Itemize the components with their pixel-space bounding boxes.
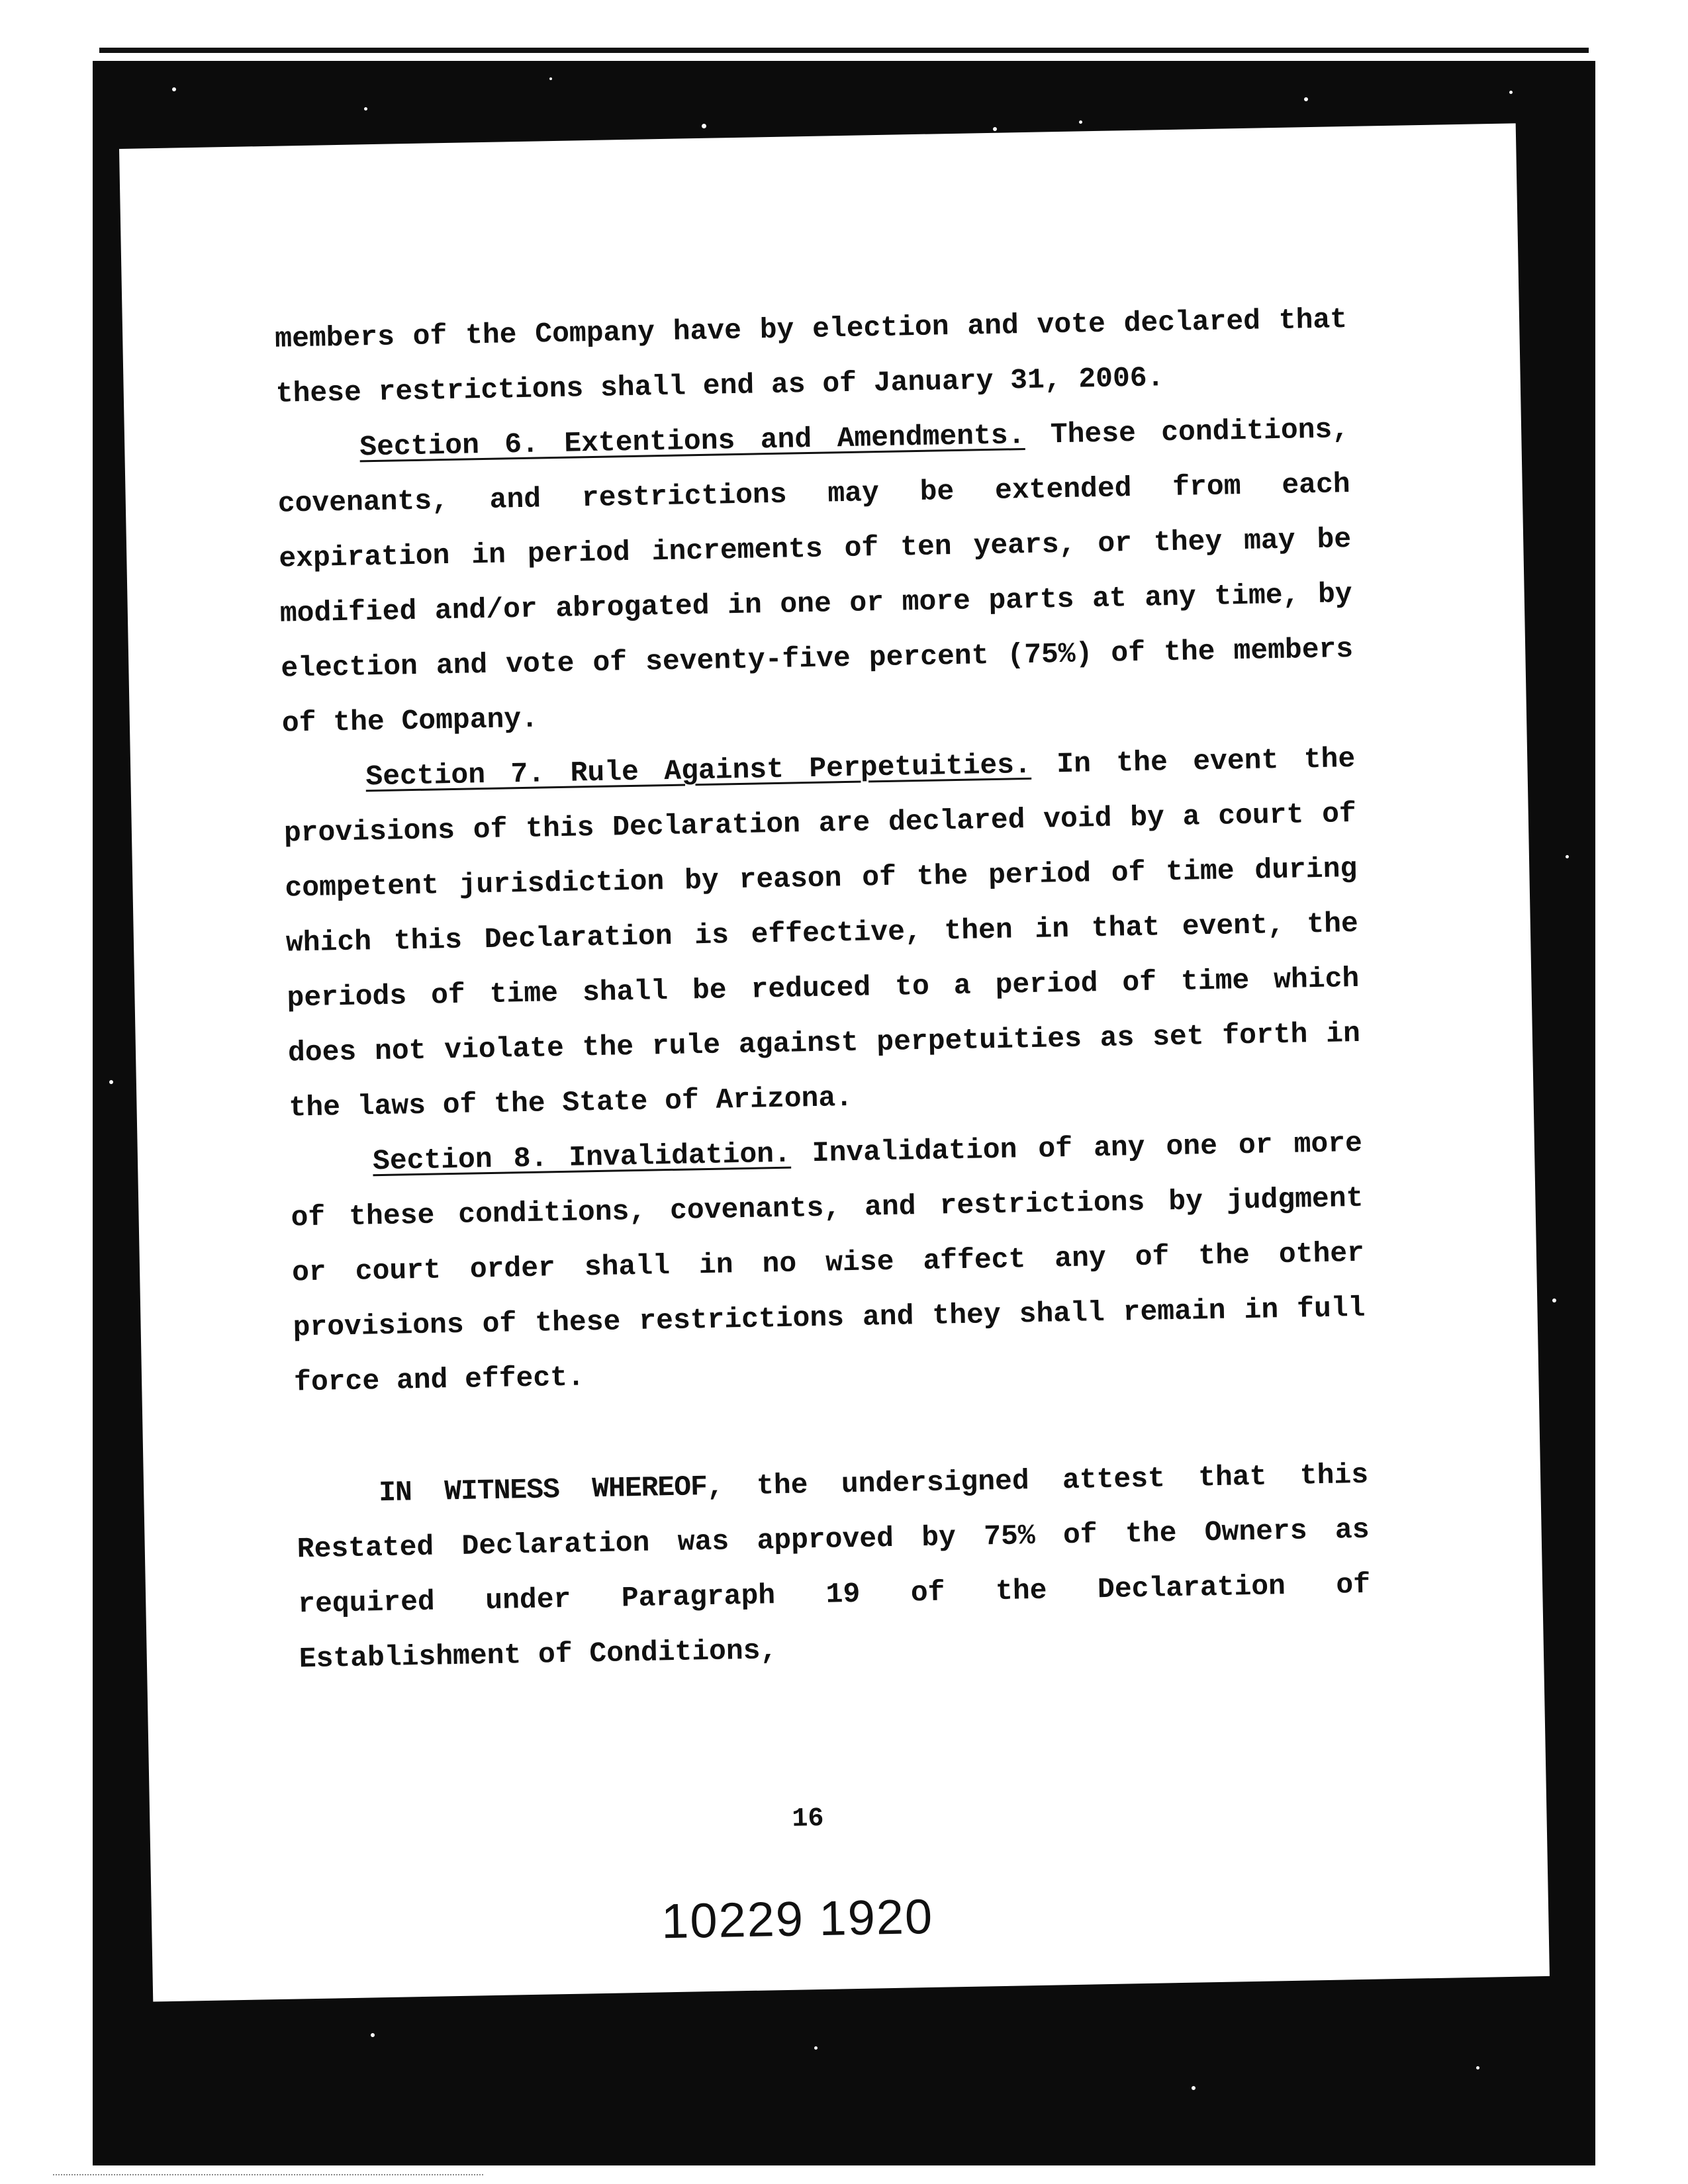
scan-speck (1192, 2086, 1196, 2090)
witness-paragraph (296, 1447, 1372, 1687)
scan-speck (371, 2033, 375, 2037)
scan-speck (1509, 91, 1513, 94)
section-6-paragraph (277, 402, 1355, 751)
document-body (275, 292, 1372, 1686)
section-7-text: In the event the provisions of this Declaration are declared void by a court of competent jurisdiction by reason of the period of time during which this Declaration is effective, then in that event, the periods of time shall be reduced to a period of time which does not violate the rule against perpetuities as set forth in the laws of the State of Arizona. (283, 742, 1361, 1124)
scan-speck (702, 124, 706, 128)
scan-speck (549, 77, 552, 80)
scan-top-rule (99, 48, 1589, 53)
scan-speck (1566, 855, 1569, 858)
scan-speck (1079, 120, 1082, 124)
scan-speck (364, 107, 367, 111)
page-number: 16 (792, 1803, 824, 1835)
section-7-paragraph (283, 731, 1362, 1136)
witness-lead: IN WITNESS WHEREOF, (378, 1470, 724, 1510)
section-6-heading: Section 6. Extentions and Amendments. (359, 419, 1025, 464)
paragraph-text: members of the Company have by election and vote declared that these restrictions shall end as of January 31, 2006. (274, 303, 1348, 410)
record-number: 10229 1920 (661, 1888, 934, 1949)
witness-text: the undersigned attest that this Restated Declaration was approved by 75% of the Owners as required under Paragraph 19 of the Declaration of Establishment of Conditions, (297, 1458, 1371, 1676)
scan-speck (1552, 1298, 1556, 1302)
scan-speck (993, 127, 997, 131)
scan-speck (1476, 2066, 1479, 2070)
scan-bottom-trace (53, 2174, 483, 2177)
section-8-text: Invalidation of any one or more of these conditions, covenants, and restrictions by judgment or court order shall in no wise affect any of the other provisions of these restrictions and they shall remain in full force and effect. (291, 1126, 1366, 1399)
scan-speck (109, 1080, 113, 1084)
section-6-text: These conditions, covenants, and restrictions may be extended from each expiration in period increments of ten years, or they may be modified and/or abrogated in one or more parts at any time, by election and vote of seventy-five percent (75%) of the members of the Company. (277, 413, 1354, 740)
scan-speck (814, 2046, 818, 2050)
section-8-paragraph (289, 1116, 1366, 1410)
scan-speck (1304, 97, 1308, 101)
section-7-heading: Section 7. Rule Against Perpetuities. (365, 748, 1032, 794)
section-8-heading: Section 8. Invalidation. (372, 1137, 792, 1178)
scan-speck (172, 87, 176, 91)
document-page (119, 123, 1550, 2001)
paragraph-continuation (275, 292, 1349, 422)
